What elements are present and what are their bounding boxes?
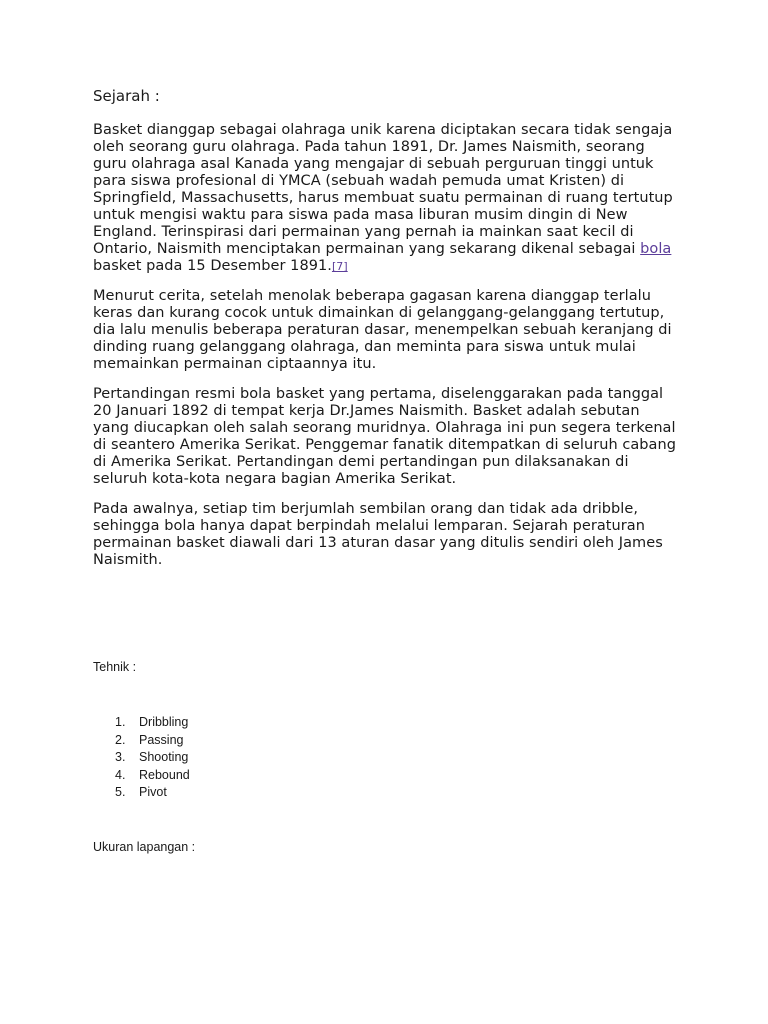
paragraph-1-after: basket pada 15 Desember 1891. <box>93 258 332 274</box>
list-item <box>115 749 190 767</box>
list-item-text: Shooting <box>139 750 189 765</box>
list-item-number: 1. <box>115 715 126 729</box>
list-item-text: Pivot <box>139 785 167 800</box>
list-item-text: Passing <box>139 732 184 747</box>
tehnik-list <box>115 714 190 802</box>
section-heading-sejarah: Sejarah : <box>93 87 160 105</box>
list-item <box>115 714 190 732</box>
history-section <box>93 87 678 582</box>
list-item-number: 2. <box>115 732 126 747</box>
paragraph-3: Pertandingan resmi bola basket yang pertama, diselenggarakan pada tanggal 20 Januari 1892 di tempat kerja Dr.James Naismith. Basket adalah sebutan yang diucapkan oleh salah seorang muridnya. Olahraga ini pun segera terkenal di seantero Amerika Serikat. Penggemar fanatik ditempatkan di seluruh cabang di Amerika Serikat. Pertandingan demi pertandingan pun dilaksanakan di seluruh kota-kota negara bagian Amerika Serikat. <box>93 386 676 487</box>
paragraph-2: Menurut cerita, setelah menolak beberapa gagasan karena dianggap terlalu keras dan kurang cocok untuk dimainkan di gelanggang-gelanggang tertutup, dia lalu menulis beberapa peraturan dasar, menempelkan sebuah keranjang di dinding ruang gelanggang olahraga, dan meminta para siswa untuk mulai memainkan permainan ciptaannya itu. <box>93 288 672 372</box>
list-item-number: 5. <box>115 785 126 800</box>
list-item <box>115 784 190 802</box>
list-item <box>115 767 190 785</box>
bola-link[interactable]: bola <box>640 241 672 257</box>
paragraph-1-text: Basket dianggap sebagai olahraga unik karena diciptakan secara tidak sengaja oleh seorang guru olahraga. Pada tahun 1891, Dr. James Naismith, seorang guru olahraga asal Kanada yang mengajar di sebuah perguruan tinggi untuk para siswa profesional di YMCA (sebuah wadah pemuda umat Kristen) di Springfield, Massachusetts, harus membuat suatu permainan di ruang tertutup untuk mengisi waktu para siswa pada masa liburan musim dingin di New England. Terinspirasi dari permainan yang pernah ia mainkan saat kecil di Ontario, Naismith menciptakan permainan yang sekarang dikenal sebagai <box>93 122 673 257</box>
reference-link-7[interactable]: [7] <box>331 260 348 273</box>
tehnik-label: Tehnik : <box>93 660 137 674</box>
ukuran-lapangan-label: Ukuran lapangan : <box>93 840 196 854</box>
paragraph-4: Pada awalnya, setiap tim berjumlah sembilan orang dan tidak ada dribble, sehingga bola hanya dapat berpindah melalui lemparan. Sejarah peraturan permainan basket diawali dari 13 aturan dasar yang ditulis sendiri oleh James Naismith. <box>93 501 663 568</box>
list-item-number: 4. <box>115 767 126 782</box>
list-item-text: Dribbling <box>139 715 189 729</box>
list-item-text: Rebound <box>139 767 190 782</box>
paragraph-1 <box>93 122 678 275</box>
list-item <box>115 732 190 750</box>
list-item-number: 3. <box>115 750 126 765</box>
